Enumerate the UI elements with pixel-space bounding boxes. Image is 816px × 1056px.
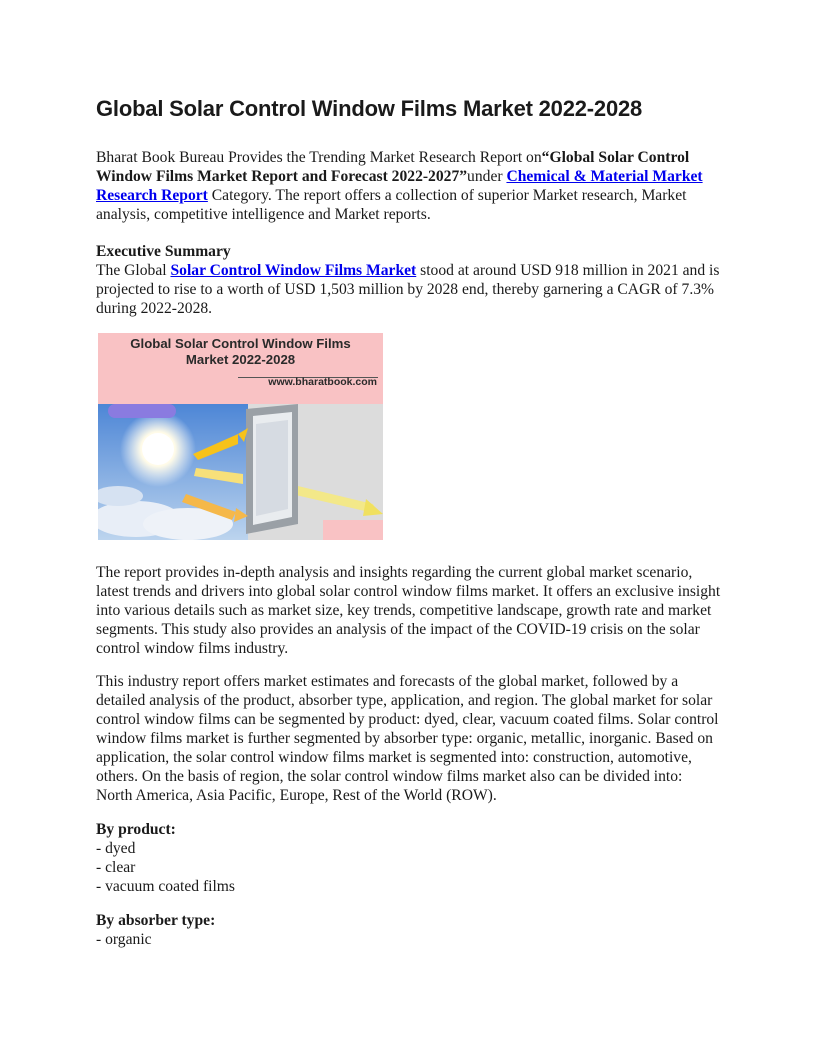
intro-paragraph: [96, 148, 722, 224]
by-absorber-section: [96, 911, 215, 949]
banner-title-line-1: Global Solar Control Window Films: [130, 336, 351, 351]
violet-bar: [108, 404, 176, 418]
report-title: “Global Solar Control Window Films Market Report and Forecast 2022-2027”: [96, 149, 690, 185]
banner-url: www.bharatbook.com: [268, 376, 377, 388]
intro-tail: Category. The report offers a collection of superior Market research, Market analysis, competitive intelligence and Market reports.: [96, 187, 687, 223]
segmentation-paragraph: This industry report offers market estimates and forecasts of the global market, followed by a detailed analysis of the product, absorber type, application, and region. The global market for solar control window films can be segmented by product: dyed, clear, vacuum coated films. Solar control window films market is further segmented by absorber type: organic, metallic, inorganic. Based on application, the solar control window films market is segmented into: construction, automotive, others. On the basis of region, the solar control window films market also can be divided into: North America, Asia Pacific, Europe, Rest of the World (ROW).: [96, 673, 719, 804]
executive-summary-heading: Executive Summary: [96, 243, 231, 260]
list-item: - vacuum coated films: [96, 878, 235, 895]
by-product-heading: By product:: [96, 821, 176, 838]
market-link[interactable]: Solar Control Window Films Market: [170, 262, 417, 279]
by-absorber-heading: By absorber type:: [96, 912, 216, 929]
banner-header: [98, 333, 383, 404]
category-link[interactable]: Chemical & Material Market Research Report: [96, 168, 703, 204]
by-product-section: [96, 820, 235, 896]
list-item: - clear: [96, 859, 136, 876]
list-item: - organic: [96, 931, 152, 948]
banner-title: [98, 336, 383, 368]
executive-summary-paragraph: [96, 261, 722, 318]
solar-window-illustration: [98, 404, 383, 540]
list-item: - dyed: [96, 840, 136, 857]
analysis-paragraph: The report provides in-depth analysis and insights regarding the current global market scenario, latest trends and drivers into global solar control window films market. It offers an exclusive insight into various details such as market size, key trends, competitive landscape, growth rate and market segments. This study also provides an analysis of the impact of the COVID-19 crisis on the solar control window films industry.: [96, 564, 721, 657]
summary-tail: stood at around USD 918 million in 2021 and is projected to rise to a worth of USD 1,503 million by 2028 end, thereby garnering a CAGR of 7.3% during 2022-2028.: [96, 262, 720, 317]
summary-text: The Global: [96, 262, 171, 279]
report-banner-image: [98, 333, 383, 540]
intro-text: Bharat Book Bureau Provides the Trending Market Research Report on: [96, 149, 542, 166]
window-film: [256, 420, 288, 516]
page-title: Global Solar Control Window Films Market 2022-2028: [96, 96, 643, 121]
pink-corner: [323, 520, 383, 540]
intro-under: under: [467, 168, 507, 185]
banner-title-line-2: Market 2022-2028: [185, 352, 296, 367]
sun-core: [142, 433, 174, 465]
